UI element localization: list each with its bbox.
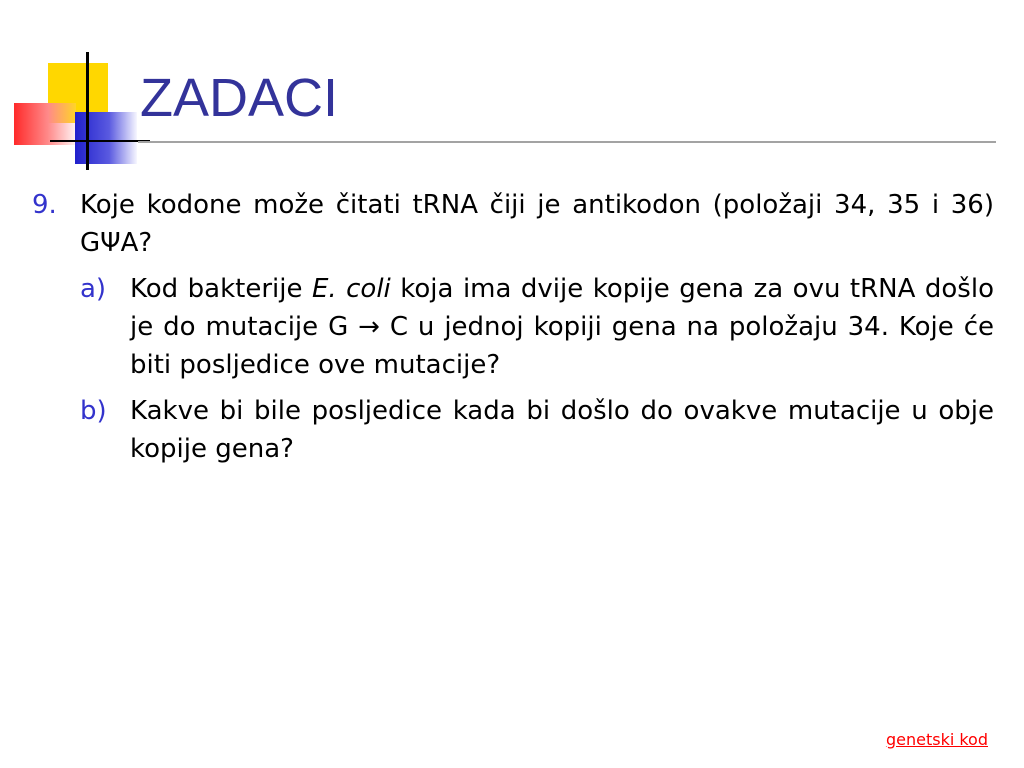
logo-horizontal-line — [50, 140, 150, 142]
question-text: Koje kodone može čitati tRNA čiji je antikodon (položaji 34, 35 i 36) GΨA? — [80, 190, 994, 258]
sub-question-a-text-start: Kod bakterije — [130, 274, 312, 304]
sub-question-a-label: a) — [80, 274, 107, 304]
question-9 — [32, 186, 994, 262]
sub-question-b-label: b) — [80, 396, 107, 426]
organism-name: E. coli — [311, 274, 391, 304]
logo-vertical-line — [86, 52, 89, 170]
sub-question-a-text-end: koja ima dvije kopije gena za ovu tRNA došlo je do mutacije G → C u jednoj kopiji gena na položaju 34. Koje će biti posljedice ove mutacije? — [130, 274, 994, 380]
logo-red-square — [14, 103, 76, 145]
slide-logo — [0, 0, 150, 175]
sub-question-b — [80, 392, 994, 468]
sub-question-a-text — [130, 270, 994, 384]
title-divider — [138, 141, 996, 143]
question-number: 9. — [32, 190, 57, 220]
sub-question-b-text: Kakve bi bile posljedice kada bi došlo do ovakve mutacije u obje kopije gena? — [130, 396, 994, 464]
slide-content — [32, 186, 994, 468]
logo-blue-square — [75, 112, 137, 164]
genetski-kod-link[interactable]: genetski kod — [885, 730, 988, 749]
sub-question-a — [80, 270, 994, 384]
slide-title: ZADACI — [140, 68, 339, 128]
